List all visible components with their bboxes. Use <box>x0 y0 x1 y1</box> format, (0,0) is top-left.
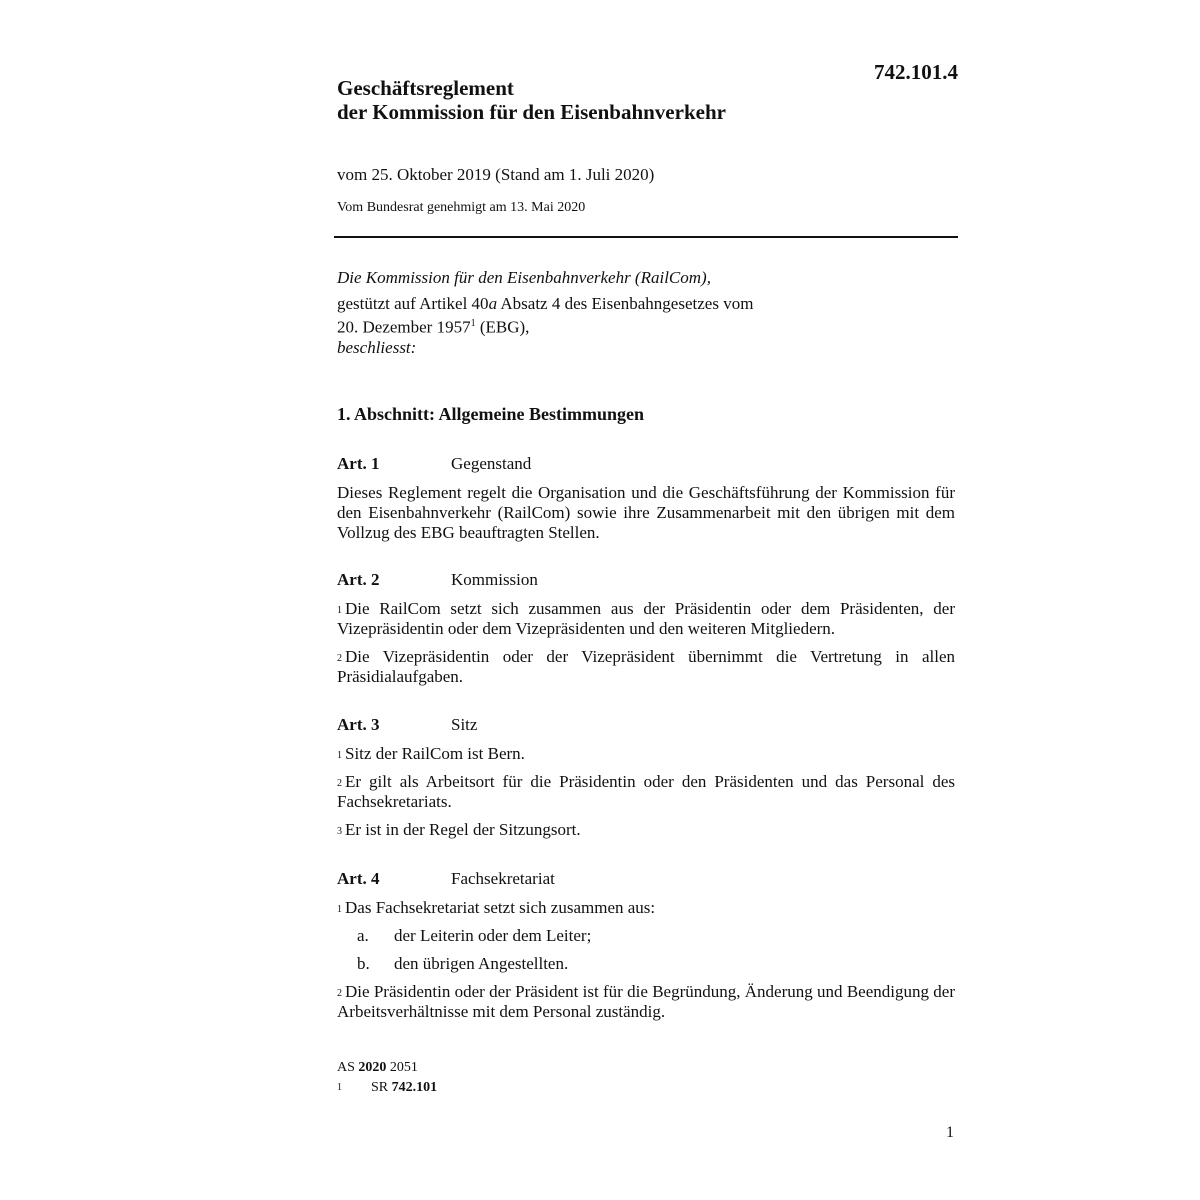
paragraph-text: Er gilt als Arbeitsort für die Präsidentin oder den Präsidenten und das Personal des Fachsekretariats. <box>337 772 955 811</box>
as-reference <box>337 1059 418 1077</box>
paragraph-number: 1 <box>337 605 342 616</box>
article-number: Art. 2 <box>337 570 380 589</box>
article-number: Art. 4 <box>337 869 380 888</box>
article-title: Sitz <box>451 715 478 734</box>
paragraph-text: Das Fachsekretariat setzt sich zusammen aus: <box>345 898 656 917</box>
sr-number: 742.101.4 <box>874 60 958 84</box>
document-title <box>337 76 726 124</box>
basis-line2-pre: 20. Dezember 1957 <box>337 317 471 337</box>
list-item-text: der Leiterin oder dem Leiter; <box>394 926 592 945</box>
article-3-paragraph-1 <box>337 744 955 764</box>
list-item <box>357 926 591 946</box>
paragraph-number: 1 <box>337 750 342 761</box>
article-2-paragraph-1 <box>337 599 955 639</box>
article-3-heading <box>337 715 477 735</box>
basis-italic: a <box>488 294 498 313</box>
section-heading: 1. Abschnitt: Allgemeine Bestimmungen <box>337 404 645 424</box>
article-4-paragraph-1 <box>337 898 955 918</box>
basis-line2-post: (EBG), <box>475 317 530 337</box>
paragraph-number: 1 <box>337 904 342 915</box>
header-divider <box>334 236 958 238</box>
basis-pre: gestützt auf Artikel 40 <box>337 294 489 313</box>
paragraph-number: 2 <box>337 778 342 789</box>
article-4-heading <box>337 869 555 889</box>
article-title: Kommission <box>451 570 538 589</box>
article-2-heading <box>337 570 538 590</box>
list-item-label: a. <box>357 926 369 945</box>
article-1-paragraph: Dieses Reglement regelt die Organisation und die Geschäftsführung der Kommission für den Eisenbahnverkehr (RailCom) sowie ihre Zusammenarbeit mit den übrigen mit dem Vollzug des EBG beauftragten Stellen. <box>337 483 955 542</box>
article-4-paragraph-2 <box>337 982 955 1022</box>
article-title: Fachsekretariat <box>451 869 555 888</box>
ingress-resolution: beschliesst: <box>337 337 417 357</box>
paragraph-text: Sitz der RailCom ist Bern. <box>345 744 525 763</box>
footnote-ref-number: 742.101 <box>391 1080 438 1095</box>
article-title: Gegenstand <box>451 454 532 473</box>
list-item-label: b. <box>357 954 370 973</box>
article-2-paragraph-2 <box>337 647 955 687</box>
paragraph-number: 2 <box>337 653 342 664</box>
paragraph-text: Die Vizepräsidentin oder der Vizepräsident übernimmt die Vertretung in allen Präsidialaufgaben. <box>337 647 955 686</box>
article-3-paragraph-2 <box>337 772 955 812</box>
approval-line: Vom Bundesrat genehmigt am 13. Mai 2020 <box>337 200 586 215</box>
list-item-text: den übrigen Angestellten. <box>394 954 569 973</box>
footnote-prefix: SR <box>371 1080 389 1095</box>
paragraph-number: 3 <box>337 826 342 837</box>
article-1-heading <box>337 454 531 474</box>
title-line-2: der Kommission für den Eisenbahnverkehr <box>337 100 726 124</box>
paragraph-number: 2 <box>337 988 342 999</box>
ingress-authority: Die Kommission für den Eisenbahnverkehr (RailCom), <box>337 268 711 287</box>
footnote-ref[interactable]: 1 <box>470 318 476 329</box>
paragraph-text: Die Präsidentin oder der Präsident ist für die Begründung, Änderung und Beendigung der Arbeitsverhältnisse mit dem Personal zuständig. <box>337 982 955 1021</box>
list-item <box>357 954 568 974</box>
page-number: 1 <box>946 1124 954 1141</box>
ingress-basis-line2 <box>337 314 957 338</box>
ingress-basis <box>337 294 957 314</box>
as-prefix: AS <box>337 1060 355 1075</box>
date-line: vom 25. Oktober 2019 (Stand am 1. Juli 2020) <box>337 165 655 184</box>
ingress <box>337 268 957 358</box>
footnote <box>337 1079 437 1097</box>
basis-post: Absatz 4 des Eisenbahngesetzes vom <box>497 294 754 313</box>
paragraph-text: Er ist in der Regel der Sitzungsort. <box>345 820 581 839</box>
as-year: 2020 <box>358 1060 387 1075</box>
article-3-paragraph-3 <box>337 820 955 840</box>
paragraph-text: Die RailCom setzt sich zusammen aus der Präsidentin oder dem Präsidenten, der Vizepräsidentin oder dem Vizepräsidenten und den weiteren Mitgliedern. <box>337 599 955 638</box>
title-line-1: Geschäftsreglement <box>337 76 514 100</box>
as-page: 2051 <box>389 1060 418 1075</box>
footnote-number: 1 <box>337 1082 342 1093</box>
article-number: Art. 1 <box>337 454 380 473</box>
article-number: Art. 3 <box>337 715 380 734</box>
